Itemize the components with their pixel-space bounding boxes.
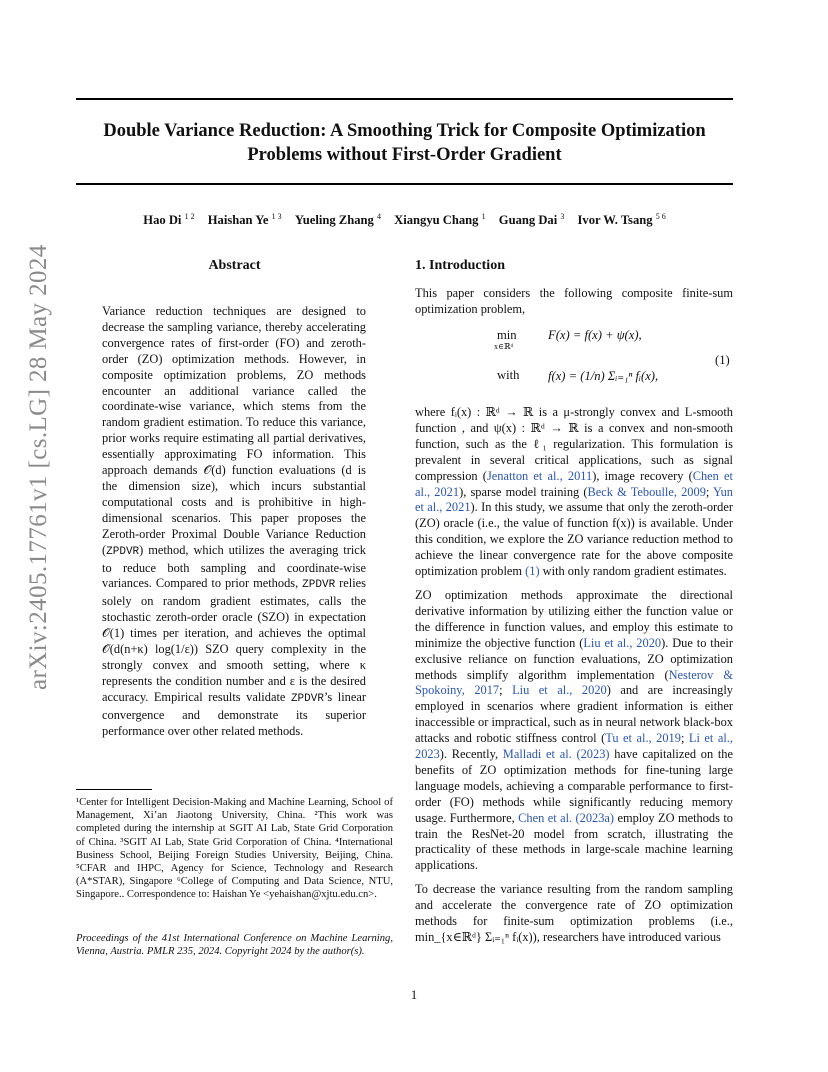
equation-1 [415, 325, 733, 405]
citation[interactable]: Jenatton et al., 2011 [486, 468, 593, 483]
footnote-rule [76, 789, 152, 790]
affiliations-footnote: ¹Center for Intelligent Decision-Making and Machine Learning, School of Management, Xi’an Jiaotong University, China. ²This work was completed during the internship at SGIT AI Lab, State Grid Corporation of China. ³SGIT AI Lab, State Grid Corporation of China. ⁴International Business School, Beijing Foreign Studies University, Beijing, China. ⁵CFAR and IHPC, Agency for Science, Technology and Research (A*STAR), Singapore ⁶College of Computing and Data Science, NTU, Singapore.. Correspondence to: Haishan Ye <yehaishan@xjtu.edu.cn>. [76, 797, 393, 901]
author: Ivor W. Tsang $^{5 6}$ [577, 212, 666, 228]
arxiv-identifier: arXiv:2405.17761v1 [cs.LG] 28 May 2024 [25, 244, 52, 690]
citation[interactable]: Yun et al., 2021 [415, 484, 733, 515]
title-top-rule [76, 98, 733, 100]
citation[interactable]: Chen et al., 2021 [415, 468, 733, 499]
proceedings-footnote: Proceedings of the 41st International Conference on Machine Learning, Vienna, Austria. PMLR 235, 2024. Copyright 2024 by the author(s). [76, 933, 393, 958]
citation[interactable]: Tu et al., 2019 [605, 731, 681, 746]
citation[interactable]: Nesterov & Spokoiny, 2017 [415, 667, 733, 698]
author: Yueling Zhang $^4$ [294, 212, 381, 228]
eq-min-subscript: x∈ℝᵈ [494, 342, 514, 351]
title-line-2: Problems without First-Order Gradient [247, 145, 562, 165]
citation[interactable]: Chen et al. (2023a) [518, 810, 615, 825]
abstract-heading: Abstract [208, 258, 261, 273]
eq-line-2: f(x) = (1/n) Σᵢ₌₁ⁿ fᵢ(x), [548, 369, 659, 383]
citation[interactable]: Li et al., 2023 [415, 731, 733, 762]
eq-line-1: F(x) = f(x) + ψ(x), [548, 328, 642, 342]
citation[interactable]: Malladi et al. (2023) [502, 747, 610, 762]
author: Hao Di $^{1 2}$ [143, 212, 195, 228]
author: Guang Dai $^3$ [498, 212, 565, 228]
eq-with: with [497, 368, 520, 382]
page-number: 1 [410, 988, 418, 1002]
equation-ref[interactable]: (1) [525, 564, 540, 579]
citation[interactable]: Beck & Teboulle, 2009 [587, 484, 706, 499]
intro-body: where fᵢ(x) : ℝᵈ → ℝ is a μ-strongly convex and L-smooth function , and ψ(x) : ℝᵈ → ℝ is a convex and non-smooth function, such as the ℓ₁ regularization. This formulation is prevalent in several critical applications, such as signal compression (Jenatton et al., 2011), image recovery (Chen et al., 2021), sparse model training (Beck & Teboulle, 2009; Yun et al., 2021). In this study, we assume that only the zeroth-order (ZO) oracle (i.e., the value of function f(x)) is available. Under this condition, we explore the ZO variance reduction method to achieve the linear convergence rate for the above composite optimization problem (1) with only random gradient estimates. ZO optimization methods approximate the directional derivative information by utilizing either the function value or the difference in function values, and employ this estimate to minimize the objective function (Liu et al., 2020). Due to their exclusive reliance on function evaluations, ZO optimization methods simplify algorithm implementation (Nesterov & Spokoiny, 2017; Liu et al., 2020) and are increasingly employed in scenarios where gradient information is either inaccessible or impractical, such as in neural network black-box attacks and robotic stiffness control (Tu et al., 2019; Li et al., 2023). Recently, Malladi et al. (2023) have capitalized on the benefits of ZO optimization methods for fine-tuning large language models, achieving a comparable performance to first-order (FO) methods while significantly reducing memory usage. Furthermore, Chen et al. (2023a) employ ZO methods to train the ResNet-20 model from scratch, illustrating the practicality of these methods in large-scale machine learning applications. To decrease the variance resulting from the random sampling and accelerate the convergence rate of ZO optimization methods for finite-sum optimization problems (i.e., min_{x∈ℝᵈ} Σᵢ₌₁ⁿ fᵢ(x)), researchers have introduced various [415, 405, 733, 944]
title-line-1: Double Variance Reduction: A Smoothing Trick for Composite Optimization [103, 121, 706, 141]
abstract-body: Variance reduction techniques are designed to decrease the sampling variance, thereby accelerating convergence rates of first-order (FO) and zeroth-order (ZO) optimization methods. However, in composite optimization problems, ZO methods encounter an additional variance called the coordinate-wise variance, which stems from the random gradient estimation. To reduce this variance, prior works require estimating all partial derivatives, essentially approximating FO information. This approach demands 𝒪(d) function evaluations (d is the dimension size), which incurs substantial computational costs and is prohibitive in high-dimensional scenarios. This paper proposes the Zeroth-order Proximal Double Variance Reduction (ZPDVR) method, which utilizes the averaging trick to reduce both sampling and coordinate-wise variances. Compared to prior methods, ZPDVR relies solely on random gradient estimates, calls the stochastic zeroth-order oracle (SZO) in expectation 𝒪(1) times per iteration, and achieves the optimal 𝒪(d(n+κ) log(1/ε)) SZO query complexity in the strongly convex and smooth setting, where κ represents the condition number and ε is the desired accuracy. Empirical results validate ZPDVR’s linear convergence and demonstrate its superior performance over other related methods. [102, 304, 366, 738]
author: Xiangyu Chang $^1$ [394, 212, 486, 228]
author: Haishan Ye $^{1 3}$ [207, 212, 282, 228]
citation[interactable]: Liu et al., 2020 [512, 683, 607, 698]
intro-lead: This paper considers the following composite finite-sum optimization problem, [415, 286, 733, 316]
paper-title [76, 119, 733, 167]
intro-paragraph-3: To decrease the variance resulting from the random sampling and accelerate the convergence rate of ZO optimization methods for finite-sum optimization problems (i.e., min_{x∈ℝᵈ} Σᵢ₌₁ⁿ fᵢ(x)), researchers have introduced various [415, 882, 733, 944]
eq-min: min [497, 328, 517, 342]
eq-number: (1) [715, 353, 730, 367]
title-bottom-rule [76, 183, 733, 185]
author-list [76, 212, 733, 228]
citation[interactable]: Liu et al., 2020 [583, 635, 662, 650]
introduction-heading: 1. Introduction [415, 258, 505, 273]
